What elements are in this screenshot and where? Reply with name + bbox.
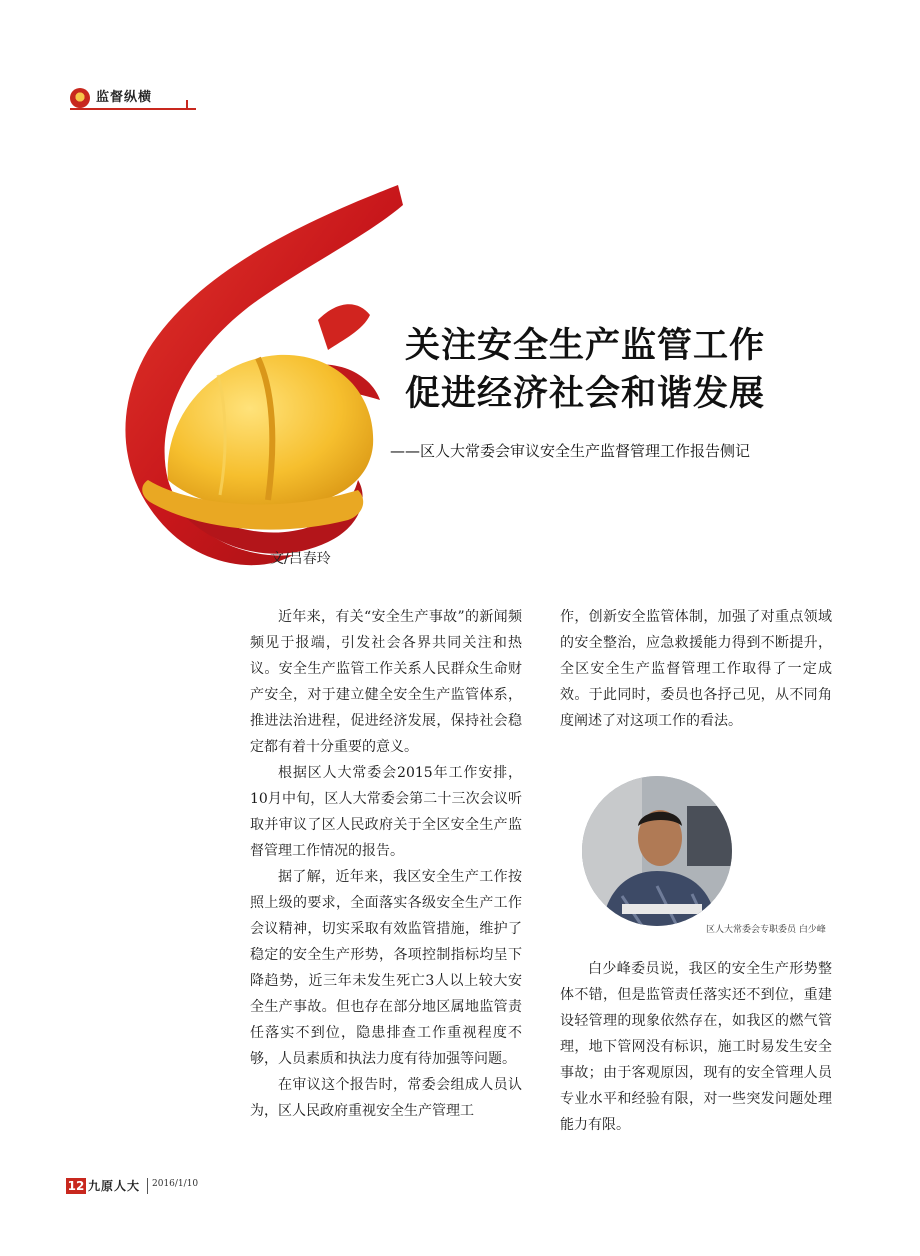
photo-caption: 区人大常委会专职委员 白少峰 xyxy=(706,925,826,935)
section-label: 监督纵横 xyxy=(96,90,153,105)
page-number: 12 xyxy=(67,1179,85,1193)
paragraph: 近年来，有关“安全生产事故”的新闻频频见于报端，引发社会各界共同关注和热议。安全生产监管工作关系人民群众生命财产安全，对于建立健全安全生产监管体系，推进法治进程，促进经济发展，保持社会稳定都有着十分重要的意义。 xyxy=(250,609,522,755)
right-column-bottom xyxy=(560,956,832,1138)
portrait-photo xyxy=(582,776,732,926)
paragraph: 在审议这个报告时，常委会组成人员认为，区人民政府重视安全生产管理工 xyxy=(250,1077,522,1119)
article-subtitle: ——区人大常委会审议安全生产监督管理工作报告侧记 xyxy=(390,442,751,460)
left-column xyxy=(250,604,522,1124)
header-rule-tick xyxy=(186,100,188,110)
paragraph: 白少峰委员说，我区的安全生产形势整体不错，但是监管责任落实还不到位，重建设轻管理的现象依然存在，如我区的燃气管理，地下管网没有标识，施工时易发生安全事故；由于客观原因，现有的安全管理人员专业水平和经验有限，对一些突发问题处理能力有限。 xyxy=(560,961,832,1133)
paragraph: 根据区人大常委会2015年工作安排，10月中旬，区人大常委会第二十三次会议听取并审议了区人民政府关于全区安全生产监督管理工作情况的报告。 xyxy=(250,765,522,859)
footer-separator xyxy=(147,1178,148,1194)
national-emblem-icon xyxy=(70,88,90,108)
paragraph-continuation: 作，创新安全监管体制，加强了对重点领域的安全整治，应急救援能力得到不断提升，全区安全生产监督管理工作取得了一定成效。于此同时，委员也各抒己见，从不同角度阐述了对这项工作的看法。 xyxy=(560,609,832,729)
right-column-top xyxy=(560,604,832,734)
magazine-name: 九原人大 xyxy=(88,1179,141,1193)
paragraph: 据了解，近年来，我区安全生产工作按照上级的要求，全面落实各级安全生产工作会议精神，切实采取有效监管措施，维护了稳定的安全生产形势，各项控制指标均呈下降趋势，近三年未发生死亡3人以上较大安全生产事故。但也存在部分地区属地监管责任落实不到位，隐患排查工作重视程度不够，人员素质和执法力度有待加强等问题。 xyxy=(250,869,522,1067)
header-rule xyxy=(70,108,196,110)
issue-date: 2016/1/10 xyxy=(152,1179,199,1189)
article-title-line1: 关注安全生产监管工作 xyxy=(405,325,766,366)
hardhat-red-ribbon-illustration xyxy=(108,180,408,580)
article-title-line2: 促进经济社会和谐发展 xyxy=(405,373,766,414)
article-author: 文/吕春玲 xyxy=(270,551,331,567)
